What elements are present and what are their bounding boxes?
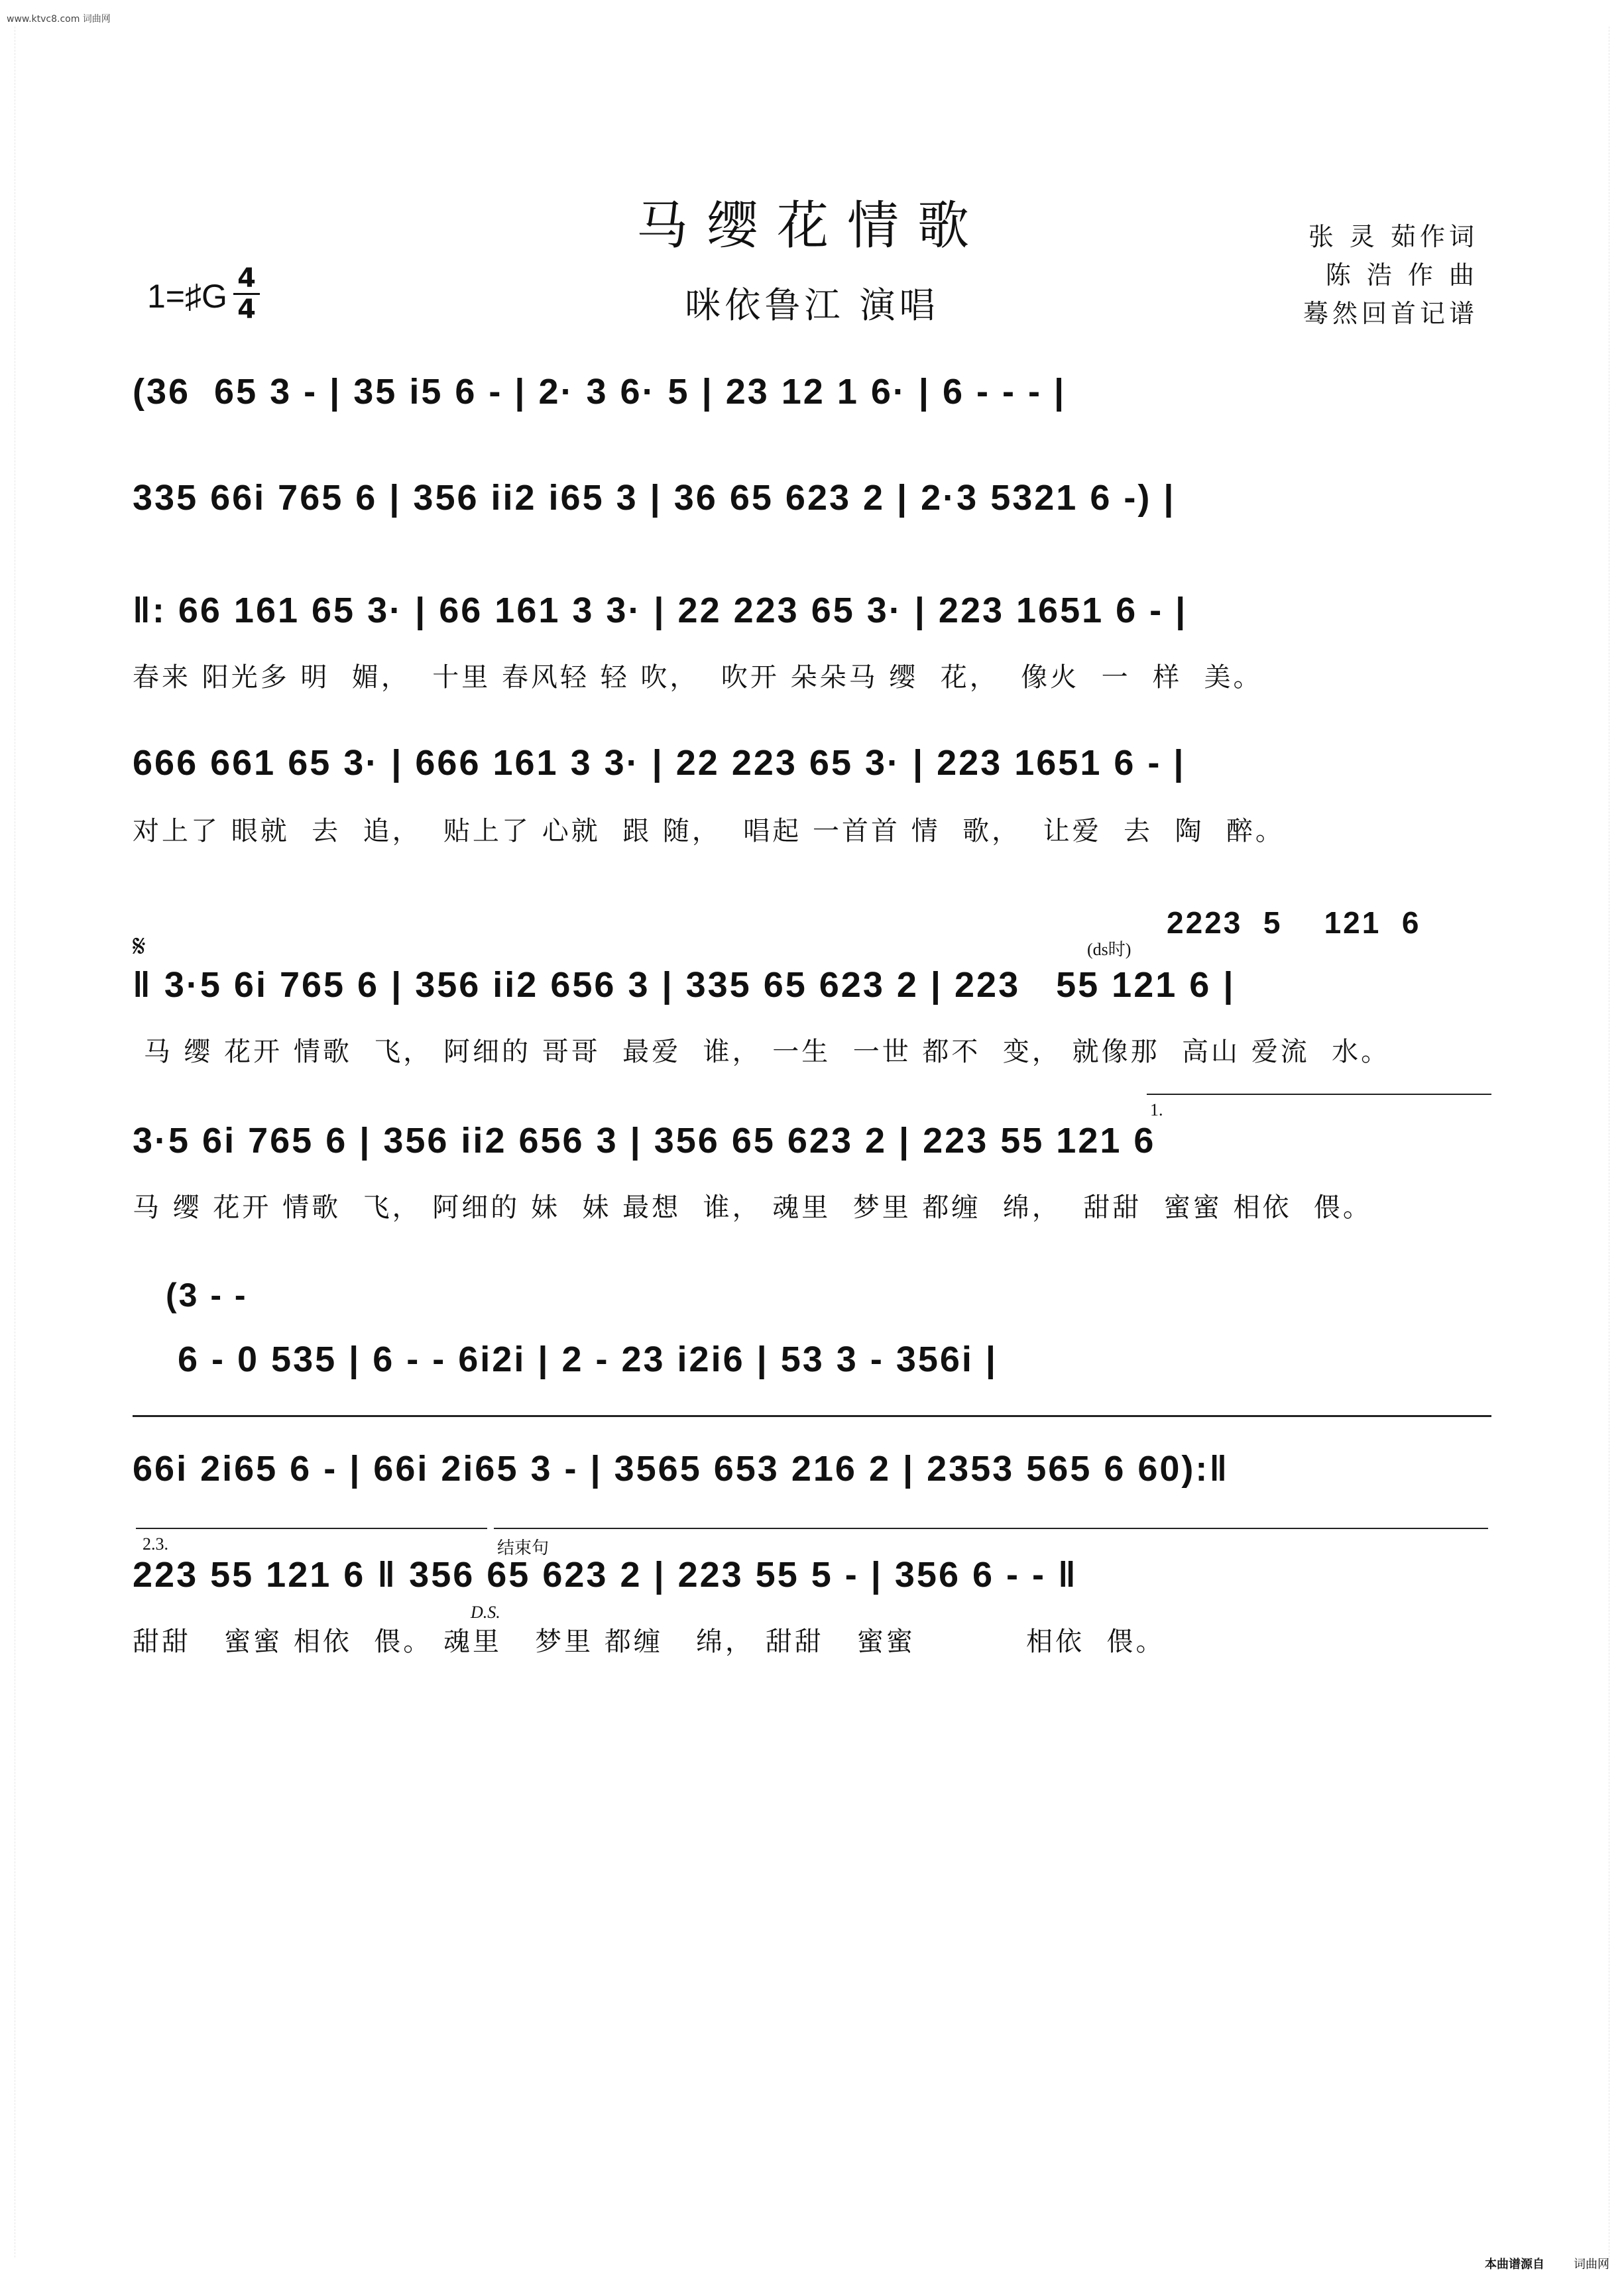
staff-line-5: ‖ 3·5 6i 765 6 | 356 ii2 656 3 | 335 65 623 2 | 223 55 121 6 | xyxy=(133,965,1236,1005)
lyrics-line-4: 对上了 眼就 去 追， 贴上了 心就 跟 随， 唱起 一首首 情 歌， 让爱 去 陶 醉。 xyxy=(133,816,1285,846)
song-title: 马缨花情歌 xyxy=(636,196,988,256)
lyricist: 张 灵 茹作词 xyxy=(1308,222,1478,251)
volta-1-bracket xyxy=(1147,1094,1491,1095)
alt-melody-above: 2223 5 121 6 xyxy=(1167,905,1421,940)
volta-1: 1. xyxy=(1150,1100,1163,1119)
lyrics-line-3: 春来 阳光多 明 媚， 十里 春风轻 轻 吹， 吹开 朵朵马 缨 花， 像火 一 样 美。 xyxy=(133,662,1263,693)
time-sig-bottom: 4 xyxy=(233,293,260,324)
staff-line-2: 335 66i 765 6 | 356 ii2 i65 3 | 36 65 623 2 | 2·3 5321 6 -) | xyxy=(133,478,1176,518)
lyrics-line-6: 马 缨 花开 情歌 飞， 阿细的 妹 妹 最想 谁， 魂里 梦里 都缠 绵， 甜甜 蜜蜜 相依 偎。 xyxy=(133,1192,1372,1223)
ds-time-note: (ds时) xyxy=(1087,940,1131,959)
footer-source-label: 本曲谱源自 xyxy=(1485,2257,1544,2271)
credits xyxy=(1303,217,1478,333)
staff-line-1: (36 65 3 - | 35 i5 6 - | 2· 3 6· 5 | 23 12 1 6· | 6 - - - | xyxy=(133,372,1067,412)
singer-line: 咪依鲁江 演唱 xyxy=(685,284,939,326)
staff-line-9: 223 55 121 6 ‖ 356 65 623 2 | 223 55 5 - | 356 6 - - ‖ xyxy=(133,1555,1078,1595)
time-sig-top: 4 xyxy=(237,263,256,294)
volta-2-3-bracket xyxy=(136,1528,487,1529)
ending-label: 结束句 xyxy=(497,1538,550,1558)
lyrics-line-5: 马 缨 花开 情歌 飞， 阿细的 哥哥 最爱 谁， 一生 一世 都不 变， 就像那 高山 爱流 水。 xyxy=(133,1037,1391,1067)
repeat-bracket-line xyxy=(133,1415,1491,1417)
volta-2-3: 2.3. xyxy=(143,1534,168,1554)
time-signature xyxy=(233,264,260,324)
staff-line-3: ‖: 66 161 65 3· | 66 161 3 3· | 22 223 65 3· | 223 1651 6 - | xyxy=(133,591,1188,630)
footer-site-name: 词曲网 xyxy=(1574,2257,1609,2271)
staff-line-8: 66i 2i65 6 - | 66i 2i65 3 - | 3565 653 216 2 | 2353 565 6 60):‖ xyxy=(133,1449,1230,1489)
staff-line-4: 666 661 65 3· | 666 161 3 3· | 22 223 65 3· | 223 1651 6 - | xyxy=(133,743,1186,783)
staff-line-6: 3·5 6i 765 6 | 356 ii2 656 3 | 356 65 623 2 | 223 55 121 6 xyxy=(133,1121,1156,1161)
composer: 陈 浩 作 曲 xyxy=(1325,260,1478,290)
staff-line-7: 6 - 0 535 | 6 - - 6i2i | 2 - 23 i2i6 | 53 3 - 356i | xyxy=(166,1340,998,1379)
right-margin-watermark xyxy=(1609,27,1621,2257)
ds-mark: D.S. xyxy=(471,1603,500,1622)
site-watermark: www.ktvc8.com 词曲网 xyxy=(7,14,111,25)
segno-sign: 𝄋 xyxy=(133,928,146,964)
lyrics-line-9: 甜甜 蜜蜜 相依 偎。 魂里 梦里 都缠 绵， 甜甜 蜜蜜 相依 偎。 xyxy=(133,1627,1165,1657)
key-signature: 1=♯G xyxy=(147,278,227,315)
transcriber: 蓦然回首记谱 xyxy=(1303,299,1478,328)
ending-bracket xyxy=(494,1528,1488,1529)
interlude-above: (3 - - xyxy=(166,1277,248,1314)
left-margin-watermark xyxy=(3,27,15,2257)
